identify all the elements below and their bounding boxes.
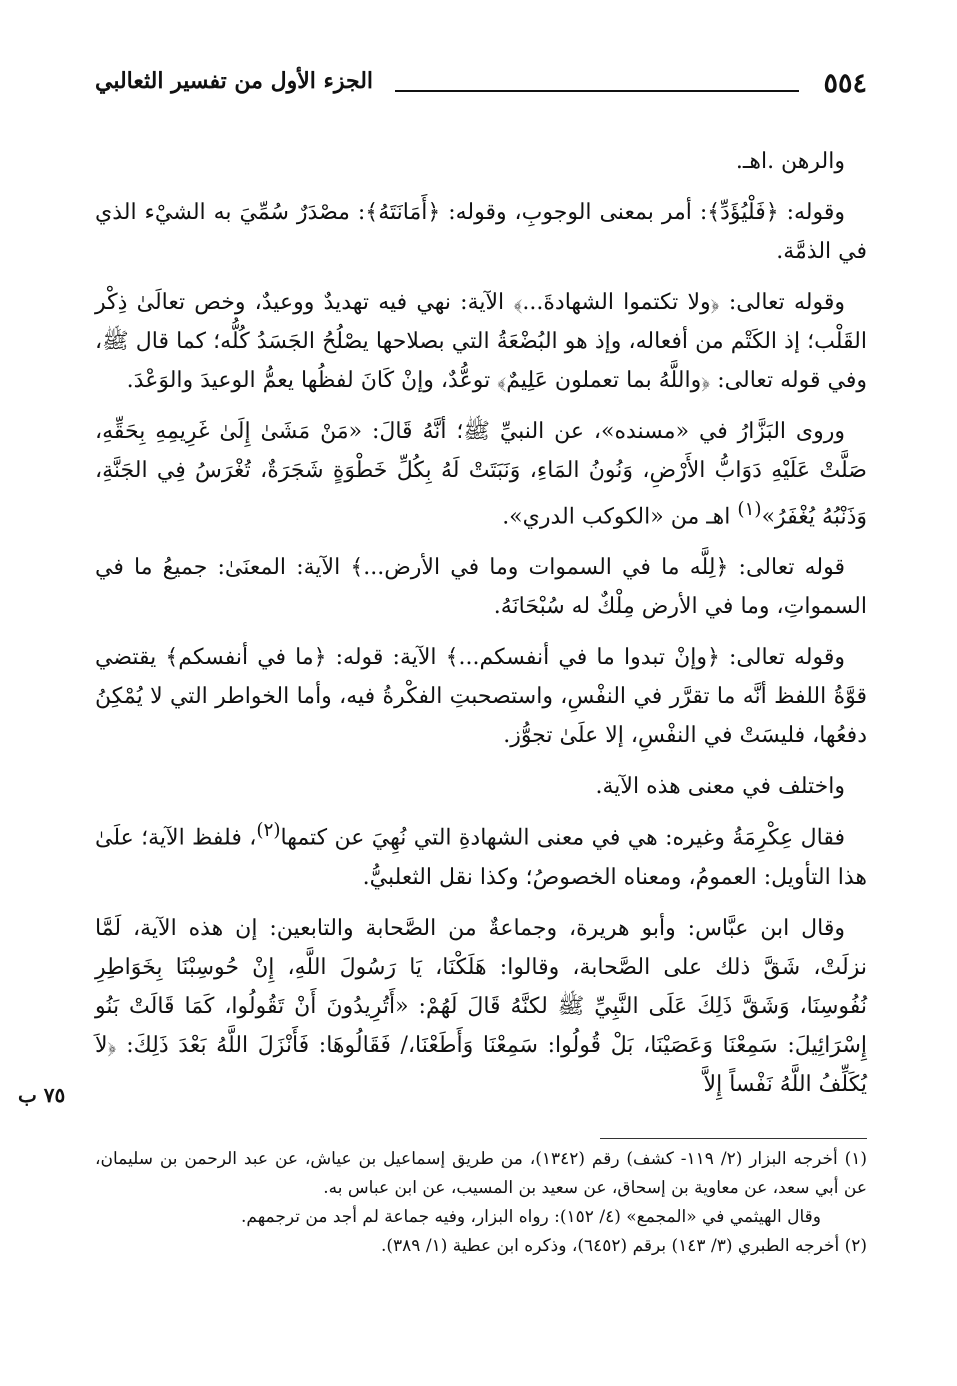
- paragraph-5: قوله تعالى: ﴿لِلَّه ما في السموات وما في الأرض...﴾ الآية: المعنَىٰ: جميعُ ما في السمواتِ، وما في الأرض مِلْكٌ له سُبْحَانَهُ.: [95, 555, 867, 620]
- paragraph-6: وقوله تعالى: ﴿وإنْ تبدوا ما في أنفسكم...﴾ الآية: قوله: ﴿ما في أنفسكم﴾ يقتضي قوَّةُ اللفظ أنَّه ما تقرَّر في النفْسِ، واستصحبتِ الفكْرةُ فيه، وأما الخواطر التي لا يُمْكِنُ دفعُها، فليسَتْ في النفْسِ، إلا علَىٰ تجوُّز.: [95, 645, 867, 749]
- paragraph-7: واختلف في معنى هذه الآية.: [595, 774, 845, 800]
- paragraph-3: وقوله تعالى: ﴿ولا تكتموا الشهادةَ...﴾ الآية: نهي فيه تهديدٌ ووعيدٌ، وخص تعالَىٰ ذِكْر القَلْب؛ إذ الكَتْم من أفعاله، وإذ هو البُضْعَةُ التي بصلاحها يصْلُحُ الجَسَدُ كُلُّه؛ كما قال ﷺ، وفي قوله تعالى: ﴿واللَّهُ بما تعملون عَلِيمٌ﴾ توعُّدٌ، وإنْ كَانَ لفظُها يعمُّ الوعيدَ والوَعْدَ.: [95, 290, 867, 393]
- paragraph-9: وقال ابن عبَّاس: وأبو هريرة، وجماعةٌ من الصَّحابة والتابعين: إن هذه الآية، لَمَّا نزلَتْ، شَقَّ ذلك على الصَّحابة، وقالوا: هَلَكْنَا، يَا رَسُولَ اللَّهِ، إِنْ حُوسِبْنَا بِخَوَاطِرِ نُفُوسِنَا، وَشَقَّ ذَلِكَ عَلَى النَّبِيِّ ﷺ لكنَّهُ قَالَ لَهُمْ: «أَتُرِيدُونَ أَنْ تَقُولُوا، كَمَا قَالَتْ بَنُو إِسْرَائِيلَ: سَمِعْنَا وَعَصَيْنَا، بَلْ قُولُوا: سَمِعْنَا وَأَطَعْنَا،/ فَقَالُوهَا: فَأَنْزَلَ اللَّهُ بَعْدَ ذَلِكَ: ﴿لاَ يُكَلِّفُ اللَّهُ نَفْساً إِلاَّ: [95, 915, 867, 1097]
- header-rule: [395, 90, 799, 92]
- paragraph-1: والرهن .اهـ.: [735, 149, 845, 174]
- manuscript-folio-note: ٧٥ ب: [18, 1083, 66, 1107]
- page-header: [95, 68, 867, 118]
- footnote-2: (٢) أخرجه الطبري (٣/ ١٤٣) برقم (٦٤٥٢)، وذكره ابن عطية (١/ ٣٨٩).: [381, 1236, 867, 1256]
- paragraph-4-text: وروى البَزَّارُ في «مسنده»، عن النبيِّ ﷺ؛ أنَّهُ قَالَ: «مَنْ مَشَىٰ إِلَىٰ غَرِيمِهِ بِحَقِّهِ، صَلَّتْ عَلَيْهِ دَوَابُّ الأَرْضِ، وَنُونُ المَاءِ، وَنَبَتَتْ لَهُ بِكُلِّ خَطْوَةٍ شَجَرَةٌ، تُغْرَسُ فِي الجَنَّةِ، وَذَنْبُهُ يُغْفَرُ»: [95, 419, 867, 530]
- footnote-1-continuation: وقال الهيثمي في «المجمع» (٤/ ١٥٢): رواه البزار، وفيه جماعة لم أجد من ترجمهم.: [240, 1207, 821, 1227]
- footnote-ref-1: (١): [737, 499, 762, 520]
- main-text: [95, 142, 867, 1116]
- running-title: الجزء الأول من تفسير الثعالبي: [95, 68, 374, 94]
- page-number: ٥٥٤: [823, 68, 867, 99]
- paragraph-2: وقوله: ﴿فَلْيُؤَدِّ﴾: أمر بمعنى الوجوبِ، وقوله: ﴿أَمَانَتَهُ﴾: مصْدَرٌ سُمِّيَ به الشيْء الذي في الذمَّة.: [95, 200, 867, 264]
- paragraph-8: [95, 811, 867, 896]
- footnote-rule: [600, 1138, 867, 1139]
- paragraph-4: [95, 412, 867, 536]
- paragraph-4-end: اهـ من «الكوكب الدري».: [502, 504, 738, 530]
- footnote-1: (١) أخرجه البزار (٢/ ١١٩- كشف) رقم (١٣٤٢)، من طريق إسماعيل بن عياش، عن عبد الرحمن بن سليمان، عن أبي سعد، عن معاوية بن إسحاق، عن سعيد بن المسيب، عن ابن عباس به.: [95, 1149, 867, 1198]
- paragraph-8-text-b: ، فلفظ الآية؛ علَىٰ هذا التأويل: العمومُ، ومعناه الخصوصُ؛ وكذا نقل الثعلبيُّ.: [95, 825, 867, 890]
- footnotes: [95, 1145, 867, 1261]
- footnote-ref-2: (٢): [256, 820, 281, 842]
- paragraph-8-text-a: فقال عِكْرِمَةُ وغيره: هي في معنى الشهادةِ التي نُهِيَ عن كتمها: [280, 825, 845, 851]
